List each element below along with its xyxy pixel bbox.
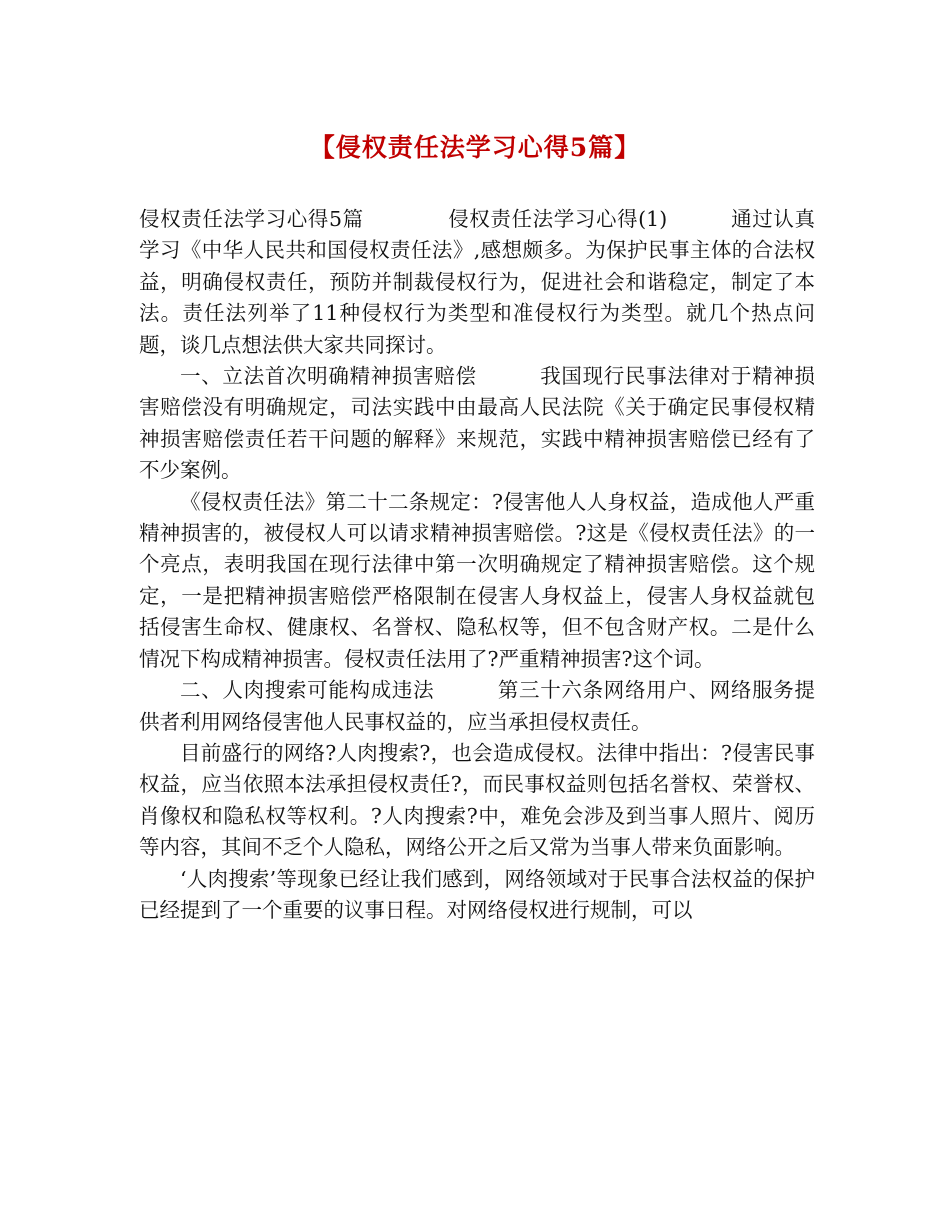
- paragraph-network-regulation: ‘人肉搜索’等现象已经让我们感到，网络领域对于民事合法权益的保护已经提到了一个重要的议事日程。对网络侵权进行规制，可以: [139, 866, 815, 922]
- paragraph-human-flesh-search: 目前盛行的网络?人肉搜索?，也会造成侵权。法律中指出：?侵害民事权益，应当依照本法承担侵权责任?，而民事权益则包括名誉权、荣誉权、肖像权和隐私权等权利。?人肉搜索?中，难免会涉及到当事人照片、阅历等内容，其间不乏个人隐私，网络公开之后又常为当事人带来负面影响。: [139, 740, 815, 860]
- paragraph-section-2: 二、人肉搜索可能构成违法 第三十六条网络用户、网络服务提供者利用网络侵害他人民事权益的，应当承担侵权责任。: [139, 678, 815, 734]
- paragraph-intro: 侵权责任法学习心得5篇 侵权责任法学习心得(1) 通过认真学习《中华人民共和国侵权责任法》,感想颇多。为保护民事主体的合法权益，明确侵权责任，预防并制裁侵权行为，促进社会和谐稳定，制定了本法。责任法列举了11种侵权行为类型和准侵权行为类型。就几个热点问题，谈几点想法供大家共同探讨。: [139, 207, 815, 357]
- document-body: [139, 204, 815, 926]
- paragraph-article-22: 《侵权责任法》第二十二条规定：?侵害他人人身权益，造成他人严重精神损害的，被侵权人可以请求精神损害赔偿。?这是《侵权责任法》的一个亮点，表明我国在现行法律中第一次明确规定了精神损害赔偿。这个规定，一是把精神损害赔偿严格限制在侵害人身权益上，侵害人身权益就包括侵害生命权、健康权、名誉权、隐私权等，但不包含财产权。二是什么情况下构成精神损害。侵权责任法用了?严重精神损害?这个词。: [139, 489, 815, 671]
- document-title: 【侵权责任法学习心得5篇】: [309, 133, 641, 162]
- paragraph-section-1: 一、立法首次明确精神损害赔偿 我国现行民事法律对于精神损害赔偿没有明确规定，司法实践中由最高人民法院《关于确定民事侵权精神损害赔偿责任若干问题的解释》来规范，实践中精神损害赔偿已经有了不少案例。: [139, 364, 815, 483]
